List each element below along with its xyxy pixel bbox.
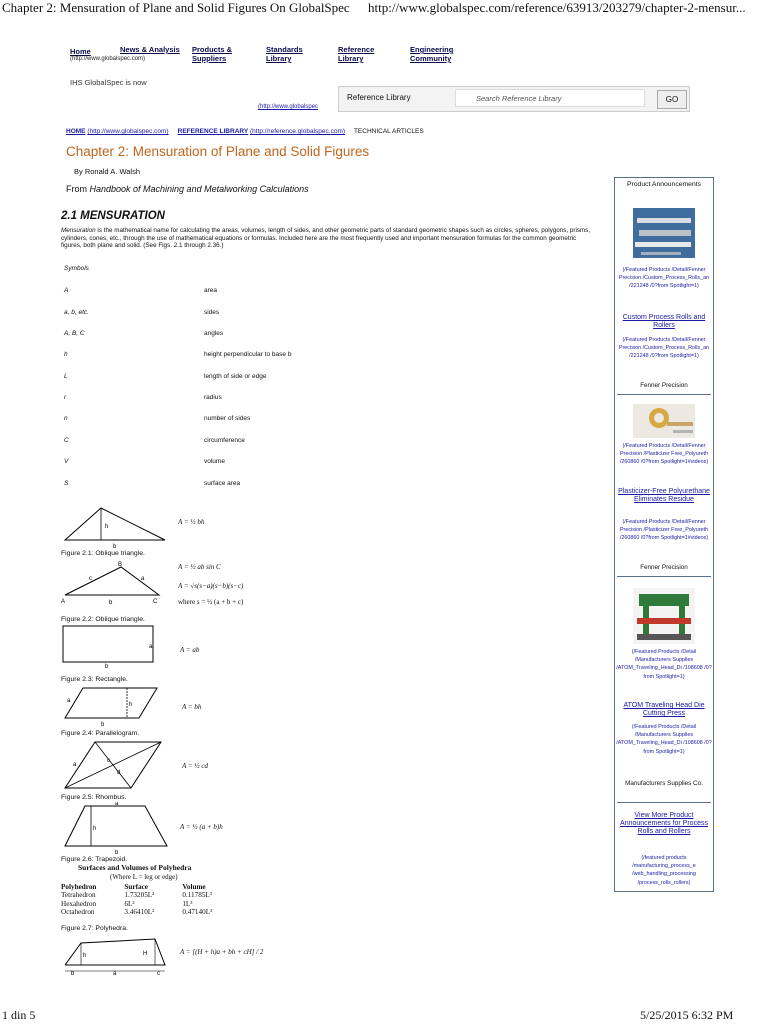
sidebar-product-title-3[interactable] xyxy=(615,702,713,718)
breadcrumb-home[interactable]: HOME xyxy=(66,128,86,135)
sidebar-link-3a[interactable] xyxy=(615,648,713,681)
svg-text:a: a xyxy=(73,762,77,768)
table-header-cell: Volume xyxy=(182,883,206,891)
symbol-description: length of side or edge xyxy=(204,373,267,380)
figure-rectangle xyxy=(61,624,157,668)
print-datetime: 5/25/2015 6:32 PM xyxy=(640,1008,734,1022)
para-body: is the mathematical name for calculating the areas, volumes, length of sides, and other geometric parts of standard geometric shapes such as circles, spheres, polygons, prisms, cylinders, cones, etc., through the use of mathematical equations or formulas. Included here are the most frequently used and important mensuration formulas for the common geometric figures, both plane and solid. (See Figs. 2.1 through 2.36.) xyxy=(61,227,591,250)
sidebar-divider xyxy=(617,394,711,395)
formula-fig8: A = [(H + h)a + bh + cH] / 2 xyxy=(180,948,264,956)
para-lead: Mensuration xyxy=(61,227,96,234)
svg-text:b: b xyxy=(115,850,119,854)
sidebar-company-1: Fenner Precision xyxy=(640,382,688,389)
process-rolls-image[interactable] xyxy=(633,208,695,258)
symbol-name: r xyxy=(64,394,67,401)
source-book: Handbook of Machining and Metalworking Calculations xyxy=(89,184,309,194)
svg-text:H: H xyxy=(143,951,148,957)
polyhedra-table xyxy=(61,883,222,917)
formula-fig2b: A = √s(s−a)(s−b)(s−c) xyxy=(178,582,244,590)
symbol-description: sides xyxy=(204,309,220,316)
symbol-description: circumference xyxy=(204,437,245,444)
svg-text:c: c xyxy=(157,971,160,975)
table-cell: 3.46410L² xyxy=(124,908,155,917)
figure-polygon xyxy=(61,935,173,975)
svg-text:b: b xyxy=(71,971,75,975)
symbol-description: volume xyxy=(204,458,225,465)
table-cell: Hexahedron xyxy=(61,899,97,908)
table-cell: 6L² xyxy=(124,899,135,908)
symbol-name: n xyxy=(64,415,68,422)
table-header-row xyxy=(61,883,222,891)
svg-text:h: h xyxy=(83,953,87,959)
table-cell: 1L³ xyxy=(182,899,193,908)
link-text[interactable]: (/Featured Products /Detail /Manufacturers Supplies /ATOM_Traveling_Head_Di /108608 /0?from Spotlight=1) xyxy=(616,649,712,680)
symbol-description: area xyxy=(204,287,218,294)
page-number: 1 din 5 xyxy=(2,1008,36,1022)
nav-item-label: Standards Library xyxy=(266,45,303,63)
section-heading: 2.1 MENSURATION xyxy=(61,210,165,222)
sidebar-product-title-2[interactable] xyxy=(615,488,713,504)
figure-trapezoid xyxy=(61,802,171,854)
nav-item-standards[interactable] xyxy=(266,45,326,63)
figure-oblique-triangle-2 xyxy=(61,561,165,605)
table-row xyxy=(61,891,222,899)
figure-caption-2: Figure 2.2: Oblique triangle. xyxy=(61,616,145,623)
table-header-cell: Polyhedron xyxy=(61,883,97,891)
symbol-name: V xyxy=(64,458,69,465)
nav-item-label: Reference Library xyxy=(338,45,375,63)
symbols-header: Symbols xyxy=(64,265,89,272)
reference-search-bar xyxy=(338,86,690,112)
sidebar-link-1b[interactable] xyxy=(615,336,713,361)
figure-oblique-triangle-1 xyxy=(61,506,171,550)
table-cell: 0.11785L³ xyxy=(182,891,212,900)
formula-fig2a: A = ½ ab sin C xyxy=(178,563,221,571)
sidebar-header: Product Announcements xyxy=(626,181,702,188)
svg-text:a: a xyxy=(115,802,119,807)
go-button[interactable]: GO xyxy=(657,90,687,109)
symbol-description: height perpendicular to base b xyxy=(204,351,292,358)
svg-text:a: a xyxy=(141,576,145,582)
figure-parallelogram xyxy=(61,684,161,726)
svg-text:b: b xyxy=(105,664,109,668)
symbol-name: A xyxy=(64,287,69,294)
table-cell: Tetrahedron xyxy=(61,891,96,900)
symbol-name: L xyxy=(64,373,68,380)
table-header-cell: Surface xyxy=(124,883,148,891)
product-title[interactable]: ATOM Traveling Head Die Cutting Press xyxy=(623,702,705,718)
svg-text:c: c xyxy=(89,576,92,582)
table-row xyxy=(61,908,222,916)
link-text[interactable]: (/Featured Products /Detail /Manufacturers Supplies /ATOM_Traveling_Head_Di /108608 /0?from Spotlight=1) xyxy=(616,724,712,755)
symbol-name: C xyxy=(64,437,69,444)
page-title-header: Chapter 2: Mensuration of Plane and Solid Figures On GlobalSpec xyxy=(2,0,350,15)
svg-text:A: A xyxy=(61,599,66,605)
article-author: By Ronald A. Walsh xyxy=(74,167,141,176)
nav-item-reference[interactable] xyxy=(338,45,398,63)
article-source xyxy=(66,184,309,194)
nav-item-label: Products & Suppliers xyxy=(192,45,233,63)
breadcrumb xyxy=(66,128,424,135)
figure-caption-3: Figure 2.3: Rectangle. xyxy=(61,676,128,683)
svg-text:c: c xyxy=(107,758,110,764)
svg-text:a: a xyxy=(149,644,153,650)
ihs-link[interactable]: (http://www.globalspec xyxy=(258,104,319,110)
svg-text:C: C xyxy=(153,599,158,605)
sidebar-link-2a[interactable] xyxy=(615,442,713,467)
breadcrumb-current: TECHNICAL ARTICLES xyxy=(353,128,424,135)
nav-item-news[interactable] xyxy=(120,45,180,54)
page-url-header: http://www.globalspec.com/reference/63913/203279/chapter-2-mensur... xyxy=(368,0,746,15)
view-more-url[interactable] xyxy=(615,854,713,887)
symbol-name: h xyxy=(64,351,68,358)
figure-rhombus xyxy=(61,738,165,794)
die-cutting-press-image[interactable] xyxy=(633,588,695,644)
product-title[interactable]: Plasticizer-Free Polyurethane Eliminates Residue xyxy=(618,488,710,504)
symbol-name: A, B, C xyxy=(64,330,85,337)
figure-caption-1: Figure 2.1: Oblique triangle. xyxy=(61,550,145,557)
svg-text:a: a xyxy=(113,971,117,975)
svg-text:a: a xyxy=(67,698,71,704)
formula-fig2c: where s = ½ (a + b + c) xyxy=(178,598,244,606)
polyurethane-image[interactable] xyxy=(633,404,695,438)
symbol-name: a, b, etc. xyxy=(64,309,89,316)
formula-fig1: A = ½ bh xyxy=(178,518,205,526)
table-cell: 0.47140L³ xyxy=(182,908,213,917)
nav-item-label: News & Analysis xyxy=(120,45,180,54)
formula-fig4: A = bh xyxy=(182,703,202,711)
symbol-description: surface area xyxy=(204,480,241,487)
svg-text:h: h xyxy=(129,702,133,708)
formula-fig6: A = ½ (a + b)h xyxy=(180,823,223,831)
breadcrumb-home-url[interactable]: (http://www.globalspec.com) xyxy=(87,128,169,135)
nav-item-label: Home xyxy=(70,47,91,56)
product-title[interactable]: Custom Process Rolls and Rollers xyxy=(622,314,706,330)
formula-fig3: A = ab xyxy=(180,646,200,654)
svg-text:b: b xyxy=(109,600,113,605)
nav-item-products[interactable] xyxy=(192,45,252,63)
table-row xyxy=(61,900,222,908)
figure-caption-6: Figure 2.6: Trapezoid. xyxy=(61,856,128,863)
formula-fig5: A = ½ cd xyxy=(182,762,208,770)
symbol-description: number of sides xyxy=(204,415,251,422)
svg-text:B: B xyxy=(118,562,123,568)
source-prefix: From xyxy=(66,184,90,194)
nav-item-community[interactable] xyxy=(410,45,470,63)
sidebar-link-2b[interactable] xyxy=(615,518,713,543)
intro-paragraph xyxy=(61,227,591,250)
table-cell: 1.73205L² xyxy=(124,891,155,900)
polyhedra-subcaption: (Where L = leg or edge) xyxy=(110,873,178,881)
nav-item-label: Engineering Community xyxy=(410,45,454,63)
sidebar-product-title-1[interactable] xyxy=(615,314,713,330)
sidebar-link-3b[interactable] xyxy=(615,723,713,756)
view-more-text[interactable]: View More Product Announcements for Process Rolls and Rollers xyxy=(620,812,708,836)
table-cell: Octahedron xyxy=(61,908,95,917)
polyhedra-caption: Surfaces and Volumes of Polyhedra xyxy=(78,863,192,872)
breadcrumb-reference[interactable]: REFERENCE LIBRARY xyxy=(177,128,249,135)
view-more-link[interactable] xyxy=(615,812,713,837)
svg-text:b: b xyxy=(101,722,105,726)
svg-text:d: d xyxy=(117,770,121,776)
svg-text:h: h xyxy=(93,826,97,832)
nav-item-home[interactable] xyxy=(70,47,146,63)
link-text[interactable]: (/Featured Products /Detail/Fenner Precision /Custom_Process_Rolls_an /221248 /0?from Spotlight=1) xyxy=(618,267,710,290)
sidebar-divider xyxy=(617,576,711,577)
figure-caption-4: Figure 2.4: Parallelogram. xyxy=(61,730,140,737)
symbol-description: angles xyxy=(204,330,224,337)
ihs-notice: IHS GlobalSpec is now xyxy=(70,78,147,87)
link-text[interactable]: (/featured products /manufacturing_process_e /web_handling_processing /process_rolls_rollers) xyxy=(632,855,696,886)
search-label: Reference Library xyxy=(347,93,411,102)
link-text[interactable]: (/Featured Products /Detail/Fenner Precision /Plasticizer Free_Polyureth /260860 /0?from Spotlight=1#videos) xyxy=(619,519,709,542)
figure-caption-5: Figure 2.5: Rhombus. xyxy=(61,794,127,801)
figure-caption-7: Figure 2.7: Polyhedra. xyxy=(61,925,128,932)
symbol-name: S xyxy=(64,480,69,487)
breadcrumb-reference-url[interactable]: (http://reference.globalspec.com) xyxy=(250,128,346,135)
ihs-notice-link[interactable] xyxy=(258,104,318,110)
symbol-description: radius xyxy=(204,394,222,401)
product-announcements-sidebar xyxy=(614,177,714,892)
article-title: Chapter 2: Mensuration of Plane and Solid Figures xyxy=(66,144,370,159)
sidebar-company-2: Fenner Precision xyxy=(640,564,688,571)
search-input[interactable]: Search Reference Library xyxy=(455,89,645,107)
sidebar-link-1a[interactable] xyxy=(615,266,713,291)
nav-item-url: (http://www.globalspec.com) xyxy=(70,56,146,62)
link-text[interactable]: (/Featured Products /Detail/Fenner Precision /Plasticizer Free_Polyureth /260860 /0?from Spotlight=1#videos) xyxy=(619,443,709,466)
link-text[interactable]: (/Featured Products /Detail/Fenner Precision /Custom_Process_Rolls_an /221248 /0?from Spotlight=1) xyxy=(618,337,710,360)
sidebar-company-3: Manufacturers Supplies Co. xyxy=(625,780,703,787)
sidebar-divider xyxy=(617,802,711,803)
svg-text:b: b xyxy=(113,544,117,550)
svg-text:h: h xyxy=(105,524,109,530)
